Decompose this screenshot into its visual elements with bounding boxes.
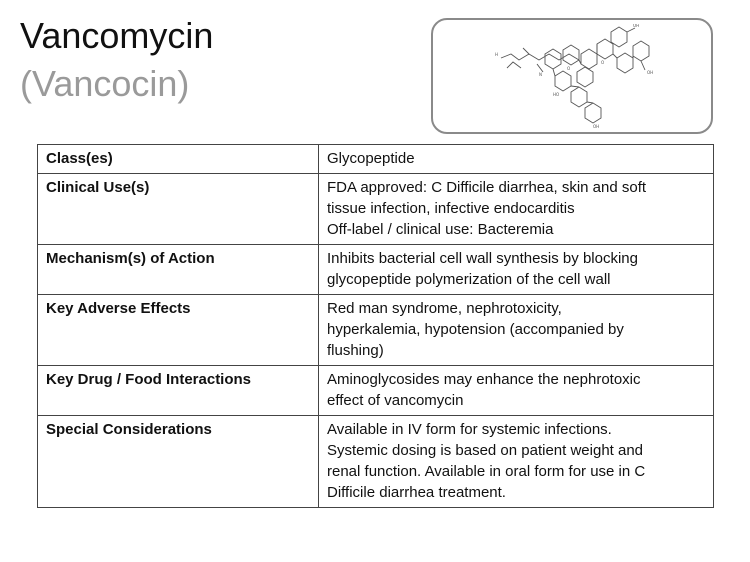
value-line: tissue infection, infective endocarditis: [327, 200, 575, 217]
svg-text:H: H: [495, 52, 499, 57]
row-value: [319, 245, 714, 295]
svg-text:O: O: [567, 66, 571, 71]
table-row: [38, 366, 714, 416]
svg-text:OH: OH: [593, 124, 600, 129]
value-line: Difficile diarrhea treatment.: [327, 484, 506, 501]
row-value: [319, 174, 714, 245]
row-label: Mechanism(s) of Action: [38, 245, 319, 295]
row-label: Class(es): [38, 145, 319, 174]
svg-text:O: O: [601, 60, 605, 65]
molecular-structure-icon: [493, 24, 663, 130]
row-label: Key Adverse Effects: [38, 295, 319, 366]
slide-title: Vancomycin: [20, 15, 214, 56]
table-row: [38, 145, 714, 174]
value-line: glycopeptide polymerization of the cell wall: [327, 271, 611, 288]
value-line: renal function. Available in oral form for use in C: [327, 463, 646, 480]
value-line: Inhibits bacterial cell wall synthesis by blocking: [327, 250, 638, 267]
slide-subtitle: (Vancocin): [20, 63, 190, 104]
value-line: FDA approved: C Difficile diarrhea, skin and soft: [327, 179, 647, 196]
value-line: Available in IV form for systemic infections.: [327, 421, 612, 438]
value-line: Glycopeptide: [327, 150, 415, 167]
table-row: [38, 295, 714, 366]
row-value: [319, 145, 714, 174]
table-row: [38, 416, 714, 508]
value-line: Systemic dosing is based on patient weight and: [327, 442, 644, 459]
value-line: Off-label / clinical use: Bacteremia: [327, 221, 554, 238]
table-row: [38, 245, 714, 295]
svg-text:OH: OH: [633, 24, 640, 28]
row-label: Key Drug / Food Interactions: [38, 366, 319, 416]
row-value: [319, 416, 714, 508]
value-line: Red man syndrome, nephrotoxicity,: [327, 300, 562, 317]
drug-info-table: [37, 144, 714, 508]
row-value: [319, 295, 714, 366]
svg-text:N: N: [539, 72, 542, 77]
value-line: Aminoglycosides may enhance the nephrotoxic: [327, 371, 641, 388]
row-label: Clinical Use(s): [38, 174, 319, 245]
table-row: [38, 174, 714, 245]
value-line: hyperkalemia, hypotension (accompanied by: [327, 321, 624, 338]
svg-text:HO: HO: [553, 92, 560, 97]
svg-text:OH: OH: [647, 70, 654, 75]
value-line: effect of vancomycin: [327, 392, 464, 409]
chemical-structure-image: [431, 18, 713, 134]
row-label: Special Considerations: [38, 416, 319, 508]
value-line: flushing): [327, 342, 384, 359]
row-value: [319, 366, 714, 416]
